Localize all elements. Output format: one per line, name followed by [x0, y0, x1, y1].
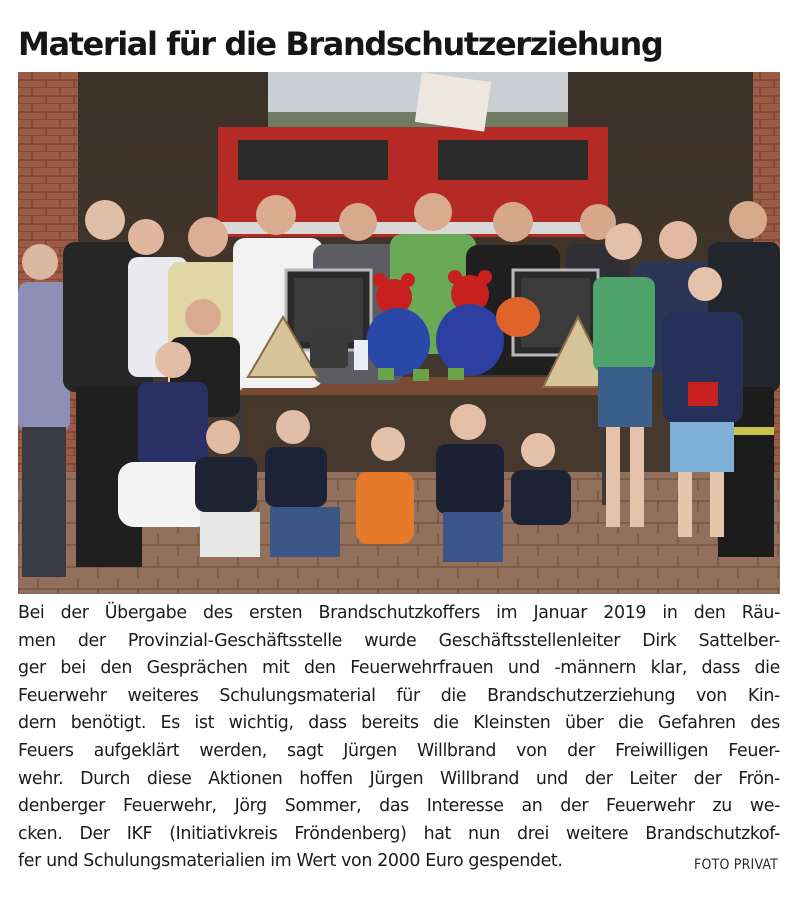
article-body: [18, 600, 780, 876]
group-photo-icon: [18, 72, 780, 594]
article-headline: Material für die Brandschutzerziehung: [18, 25, 663, 63]
body-line: dern benötigt. Es ist wichtig, dass bereits die Kleinsten über die Gefahren des: [18, 713, 780, 734]
body-line: Feuerwehr weiteres Schulungsmaterial für die Brandschutzerziehung von Kin-: [18, 685, 780, 706]
body-line: denberger Feuerwehr, Jörg Sommer, das Interesse an der Feuerwehr zu we-: [18, 796, 780, 817]
body-line: Feuers aufgeklärt werden, sagt Jürgen Willbrand von der Freiwilligen Feuer-: [18, 740, 780, 761]
article-photo: [18, 72, 780, 594]
body-line: fer und Schulungsmaterialien im Wert von 2000 Euro gespendet.: [18, 851, 563, 872]
body-line: Bei der Übergabe des ersten Brandschutzkoffers im Januar 2019 in den Räu-: [18, 603, 780, 623]
body-line: cken. Der IKF (Initiativkreis Fröndenberg) hat nun drei weitere Brandschutzkof-: [18, 823, 780, 844]
body-line: men der Provinzial-Geschäftsstelle wurde Geschäftsstellenleiter Dirk Sattelber-: [18, 630, 780, 651]
body-line: wehr. Durch diese Aktionen hoffen Jürgen Willbrand und der Leiter der Frön-: [18, 768, 780, 789]
body-line: ger bei den Gesprächen mit den Feuerwehrfrauen und -männern klar, dass die: [18, 658, 780, 679]
photo-credit: FOTO PRIVAT: [694, 857, 778, 873]
